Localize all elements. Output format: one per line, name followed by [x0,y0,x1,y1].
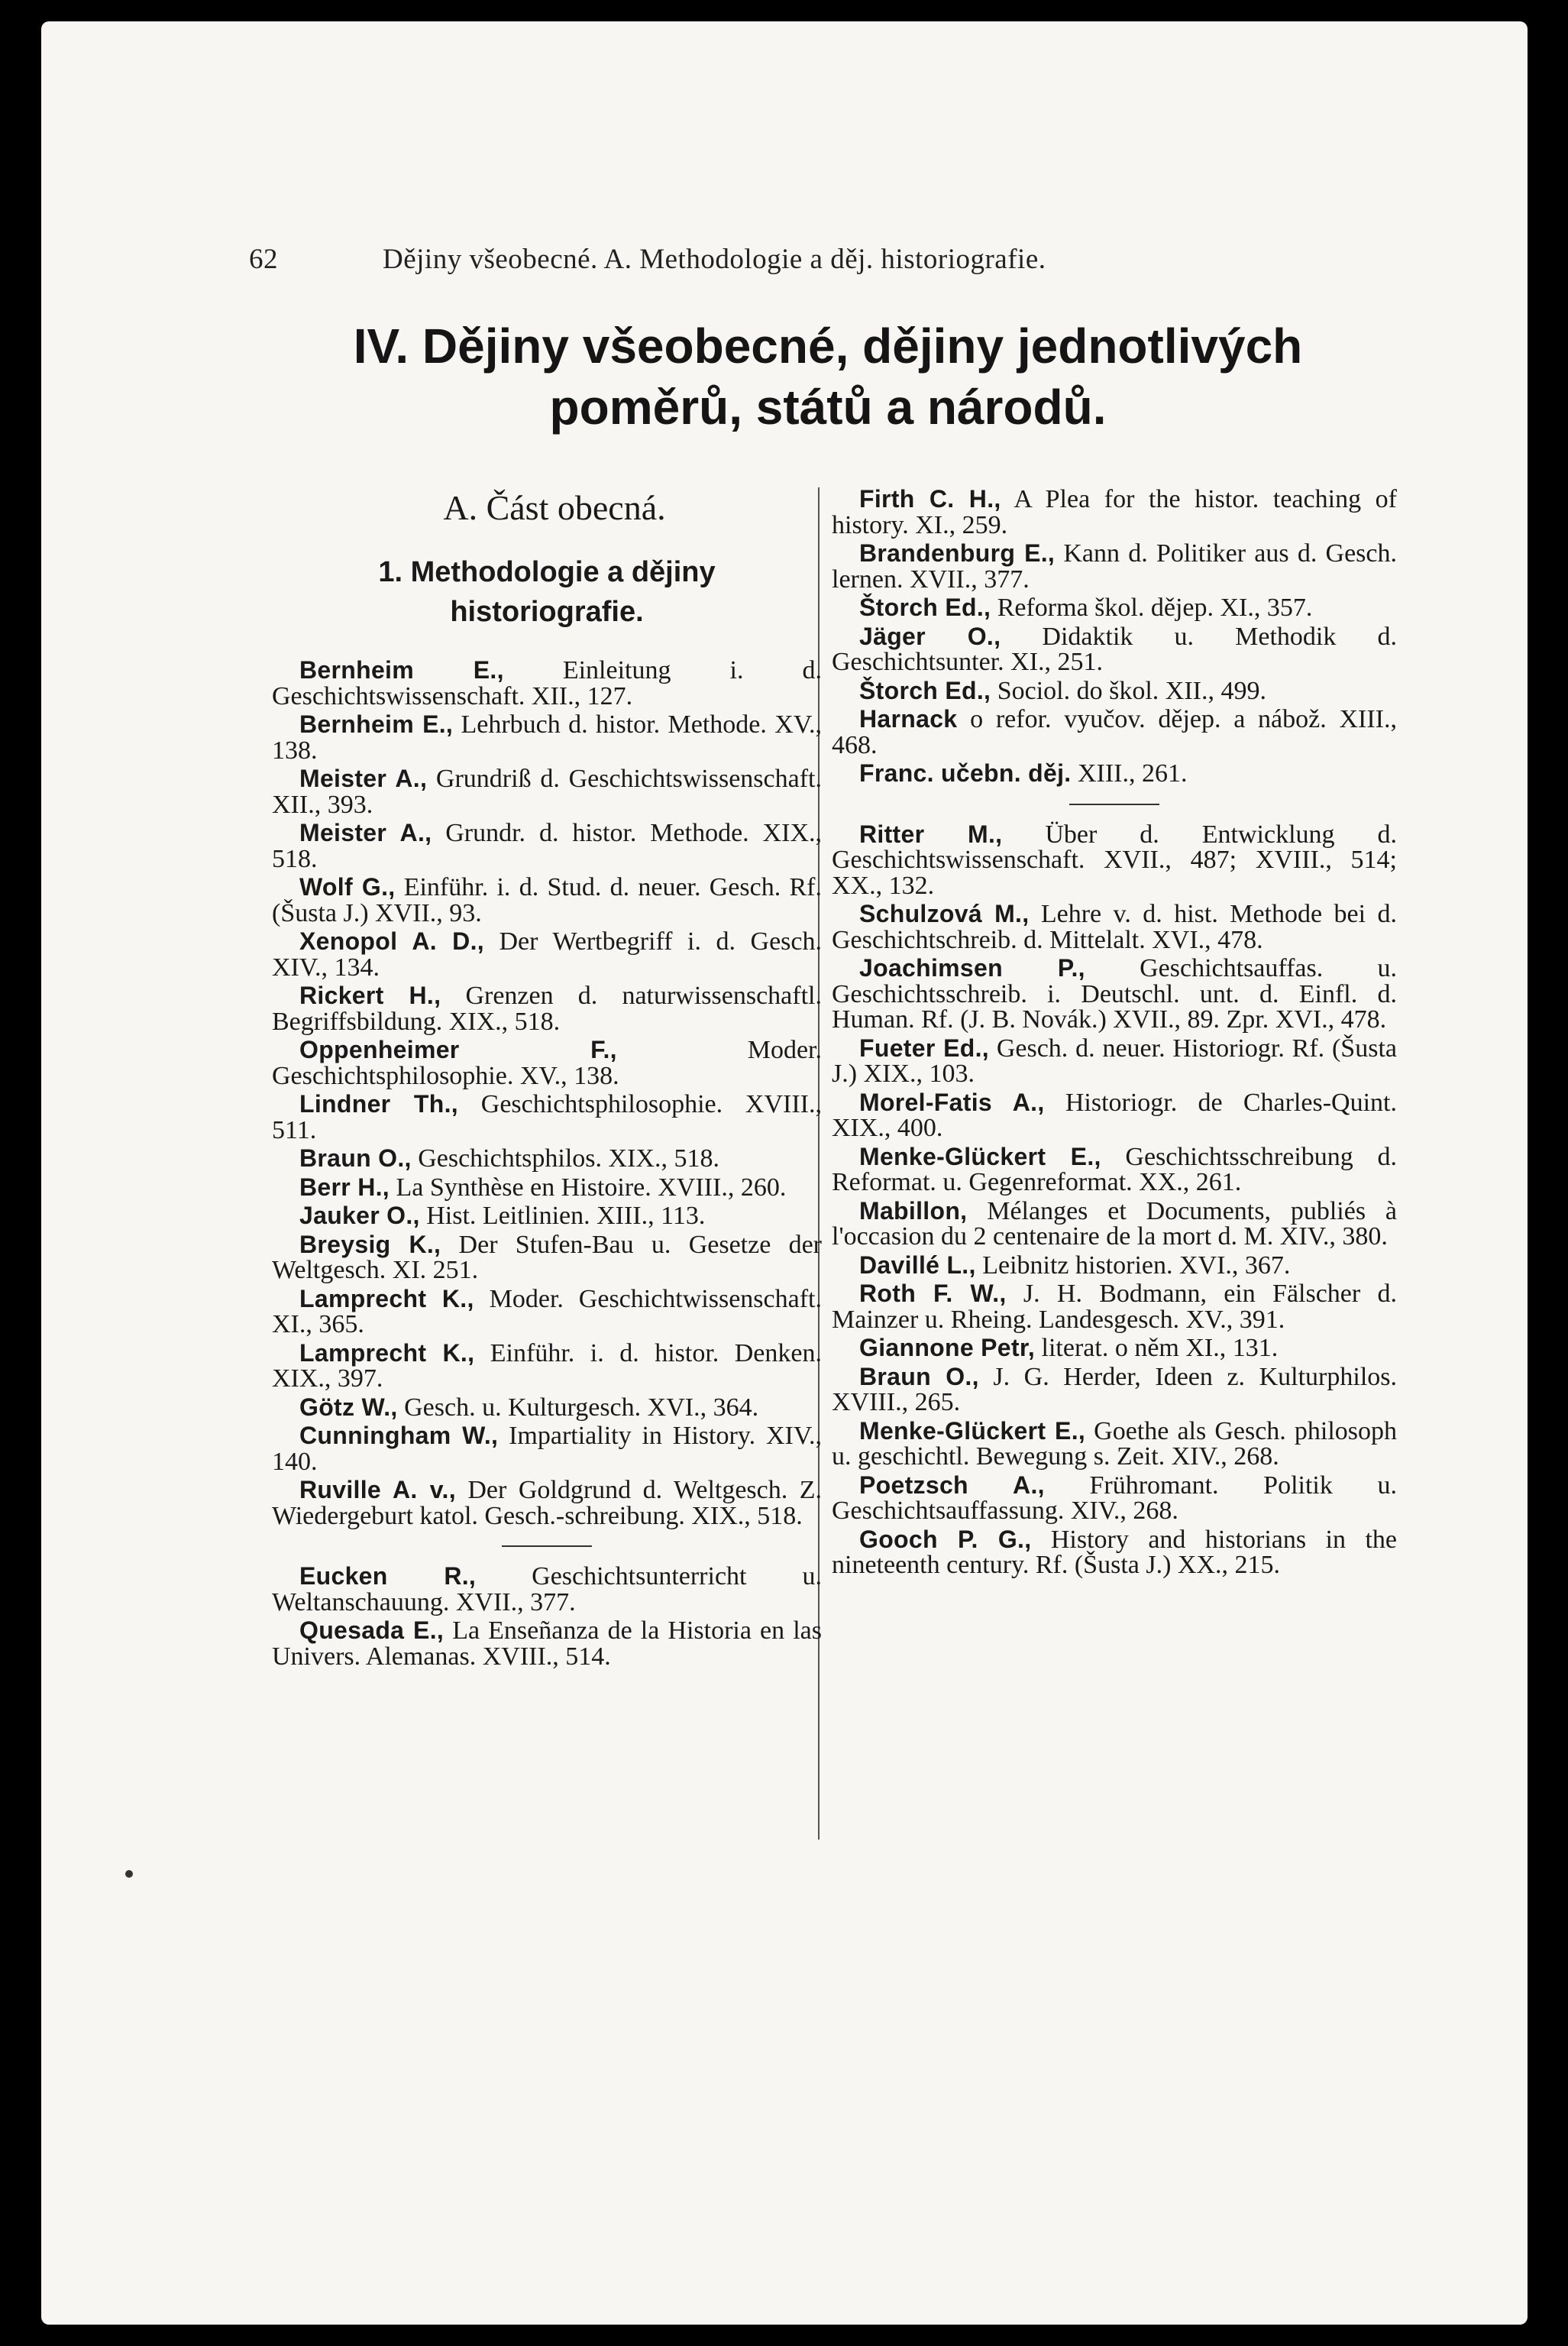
bibliography-entry [832,761,1397,787]
entry-author: Ruville A. v., [299,1476,456,1503]
bibliography-entry [832,956,1397,1033]
bibliography-entry [272,1203,822,1229]
chapter-title [270,315,1385,438]
entry-author: Roth F. W., [859,1280,1007,1307]
bibliography-entry [832,1335,1397,1361]
bibliography-entry [272,929,822,980]
bibliography-entry [272,1338,822,1393]
bibliography-entry [272,820,822,872]
entry-text: Goethe als Gesch. philosoph u. geschichtl. Bewegung s. Zeit. XIV., 268. [832,1416,1397,1471]
entry-text: Einleitung i. d. Geschichtswissenschaft. XII., 127. [272,656,822,710]
entry-text: Moder. Geschichtsphilosophie. XV., 138. [272,1036,822,1090]
section-heading-1-line-1: 1. Methodologie a dějiny [378,556,716,588]
entry-author: Poetzsch A., [859,1471,1045,1499]
chapter-title-line-2: poměrů, států a národů. [549,380,1107,435]
entry-author: Brandenburg E., [859,539,1056,567]
bibliography-entry [832,1416,1397,1471]
entry-text: Geschichtsphilosophie. XVIII., 511. [272,1090,823,1144]
entry-author: Mabillon, [859,1196,968,1225]
entry-text: Geschichtsunterricht u. Weltanschauung. XVII., 377. [272,1562,822,1616]
entry-author: Quesada E., [299,1616,445,1644]
bibliography-entry [272,1395,822,1421]
entry-author: Menke-Glückert E., [859,1416,1086,1445]
entry-author: Giannone Petr, [859,1334,1036,1361]
entry-text: J. G. Herder, Ideen z. Kulturphilos. XVIII., 265. [832,1362,1398,1416]
bibliography-entry [832,541,1397,592]
entry-text: Didaktik u. Methodik d. Geschichtsunter. XI., 251. [832,622,1397,676]
entry-text: Lehrbuch d. histor. Methode. XV., 138. [272,710,822,765]
entry-author: Braun O., [859,1362,979,1390]
bibliography-entry [272,1092,822,1143]
left-column [272,487,822,1672]
bibliography-entry [272,658,822,709]
entry-text: Über d. Entwicklung d. Geschichtswissenschaft. XVII., 487; XVIII., 514; XX., 132. [832,820,1398,900]
entry-author: Jäger O., [859,622,1001,650]
running-head [249,243,1364,276]
bibliography-entry [832,1090,1397,1141]
entry-author: Bernheim E., [299,710,454,738]
bibliography-entry [832,1527,1397,1578]
bibliography-entry [832,901,1397,953]
entry-text: Der Stufen-Bau u. Gesetze der Weltgesch. XI. 251. [272,1230,822,1284]
section-separator [1069,804,1159,805]
entry-author: Breysig K., [299,1230,441,1258]
entry-author: Gooch P. G., [859,1525,1032,1553]
entry-text: Der Wertbegriff i. d. Gesch. XIV., 134. [272,927,822,982]
book-page [41,21,1528,2325]
entry-text: Lehre v. d. hist. Methode bei d. Geschichtschreib. d. Mittelalt. XVI., 478. [832,900,1397,954]
right-column [832,487,1397,1581]
right-entry-list-b [832,822,1397,1578]
section-heading-a: A. Část obecná. [443,488,666,527]
entry-text: Sociol. do škol. XII., 499. [991,676,1266,705]
bibliography-entry [832,595,1397,621]
entry-text: Mélanges et Documents, publiés à l'occasion du 2 centenaire de la mort d. M. XIV., 380. [832,1196,1397,1251]
page-number: 62 [249,244,278,275]
bibliography-entry [272,1477,822,1529]
entry-text: Moder. Geschichtwissenschaft. XI., 365. [272,1284,822,1338]
entry-author: Štorch Ed., [859,676,991,704]
entry-text: A Plea for the histor. teaching of history. XI., 259. [832,485,1398,539]
entry-author: Štorch Ed., [859,594,991,621]
bibliography-entry [272,712,822,763]
bibliography-entry [272,1564,822,1615]
entry-text: Grenzen d. naturwissenschaftl. Begriffsbildung. XIX., 518. [272,982,822,1036]
entry-text: Grundriß d. Geschichtswissenschaft. XII., 393. [272,765,822,819]
entry-author: Braun O., [299,1144,412,1172]
entry-text: Impartiality in History. XIV., 140. [272,1422,822,1476]
entry-author: Lamprecht K., [299,1284,474,1312]
running-head-text: Dějiny všeobecné. A. Methodologie a děj. historiografie. [383,244,1046,275]
bibliography-entry [272,1175,822,1201]
entry-author: Schulzová M., [859,900,1030,927]
entry-author: Fueter Ed., [859,1034,989,1062]
bibliography-entry [272,766,822,817]
bibliography-entry [832,1281,1397,1332]
bibliography-entry [832,1036,1397,1087]
bibliography-entry [272,875,822,926]
entry-author: Lindner Th., [299,1090,458,1118]
entry-text: o refor. vyučov. dějep. a nábož. XIII., 468. [832,705,1397,759]
bibliography-entry [832,1196,1397,1251]
bibliography-entry [832,1364,1397,1416]
entry-text: Reforma škol. dějep. XI., 357. [991,594,1313,622]
bibliography-entry [272,1286,822,1338]
entry-text: Geschichtsschreibung d. Reformat. u. Gegenreformat. XX., 261. [832,1142,1397,1196]
entry-author: Lamprecht K., [299,1338,475,1367]
entry-text: History and historians in the nineteenth century. Rf. (Šusta J.) XX., 215. [832,1525,1397,1579]
entry-author: Berr H., [299,1173,390,1201]
section-heading-1 [272,552,822,632]
entry-author: Menke-Glückert E., [859,1142,1101,1170]
entry-author: Jauker O., [299,1202,420,1229]
entry-text: Historiogr. de Charles-Quint. XIX., 400. [832,1088,1397,1142]
entry-author: Meister A., [299,765,428,792]
entry-text: Der Goldgrund d. Weltgesch. Z. Wiedergeburt katol. Gesch.-schreibung. XIX., 518. [272,1476,822,1530]
bibliography-entry [272,1037,822,1089]
bibliography-entry [832,1253,1397,1279]
entry-author: Davillé L., [859,1251,976,1279]
entry-text: Einführ. i. d. histor. Denken. XIX., 397. [272,1338,822,1393]
entry-author: Oppenheimer F., [299,1036,617,1063]
bibliography-entry [272,1423,822,1474]
entry-text: Frühromant. Politik u. Geschichtsauffassung. XIV., 268. [832,1471,1397,1525]
margin-speck [125,1870,133,1878]
entry-author: Morel-Fatis A., [859,1088,1045,1116]
entry-text: Kann d. Politiker aus d. Gesch. lernen. XVII., 377. [832,539,1398,594]
bibliography-entry [832,678,1397,704]
bibliography-entry [832,707,1397,758]
entry-author: Cunningham W., [299,1422,499,1449]
section-separator [502,1545,592,1547]
entry-author: Rickert H., [299,982,441,1009]
entry-text: Hist. Leitlinien. XIII., 113. [419,1202,706,1230]
entry-text: La Synthèse en Histoire. XVIII., 260. [390,1173,787,1202]
entry-author: Joachimsen P., [859,954,1085,982]
entry-author: Eucken R., [299,1562,477,1590]
entry-author: Harnack [859,705,958,733]
left-entry-list [272,658,822,1529]
entry-author: Xenopol A. D., [299,927,484,955]
bibliography-entry [832,487,1397,538]
bibliography-entry [832,1144,1397,1196]
entry-author: Götz W., [299,1393,398,1421]
entry-text: Gesch. u. Kulturgesch. XVI., 364. [397,1393,759,1422]
right-entry-list [832,487,1397,787]
entry-text: Grundr. d. histor. Methode. XIX., 518. [272,819,822,873]
bibliography-entry [272,1618,822,1669]
entry-text: literat. o něm XI., 131. [1035,1334,1279,1362]
bibliography-entry [272,1232,822,1283]
entry-author: Meister A., [299,819,432,846]
bibliography-entry [832,822,1397,899]
entry-author: Firth C. H., [859,485,1001,513]
section-heading-1-line-2: historiografie. [450,596,644,628]
left-entry-list-b [272,1564,822,1669]
entry-author: Bernheim E., [299,656,504,684]
entry-text: La Enseñanza de la Historia en las Univers. Alemanas. XVIII., 514. [272,1616,822,1671]
entry-author: Wolf G., [299,873,396,901]
entry-text: Einführ. i. d. Stud. d. neuer. Gesch. Rf. (Šusta J.) XVII., 93. [272,873,822,927]
bibliography-entry [272,1146,822,1172]
entry-author: Franc. učebn. děj. [859,759,1072,787]
bibliography-entry [832,624,1397,675]
entry-author: Ritter M., [859,820,1003,848]
entry-text: XIII., 261. [1071,759,1188,788]
entry-text: Gesch. d. neuer. Historiogr. Rf. (Šusta J.) XIX., 103. [832,1034,1397,1088]
entry-text: Geschichtsphilos. XIX., 518. [411,1144,719,1173]
entry-text: Geschichtsauffas. u. Geschichtsschreib. i. Deutschl. unt. d. Einfl. d. Human. Rf. (J. B. Novák.) XVII., 89. Zpr. XVI., 478. [832,954,1398,1034]
entry-text: J. H. Bodmann, ein Fälscher d. Mainzer u. Rheing. Landesgesch. XV., 391. [832,1280,1397,1334]
chapter-title-line-1: IV. Dějiny všeobecné, dějiny jednotlivých [353,319,1303,374]
entry-text: Leibnitz historien. XVI., 367. [975,1251,1291,1280]
bibliography-entry [832,1473,1397,1524]
bibliography-entry [272,983,822,1034]
